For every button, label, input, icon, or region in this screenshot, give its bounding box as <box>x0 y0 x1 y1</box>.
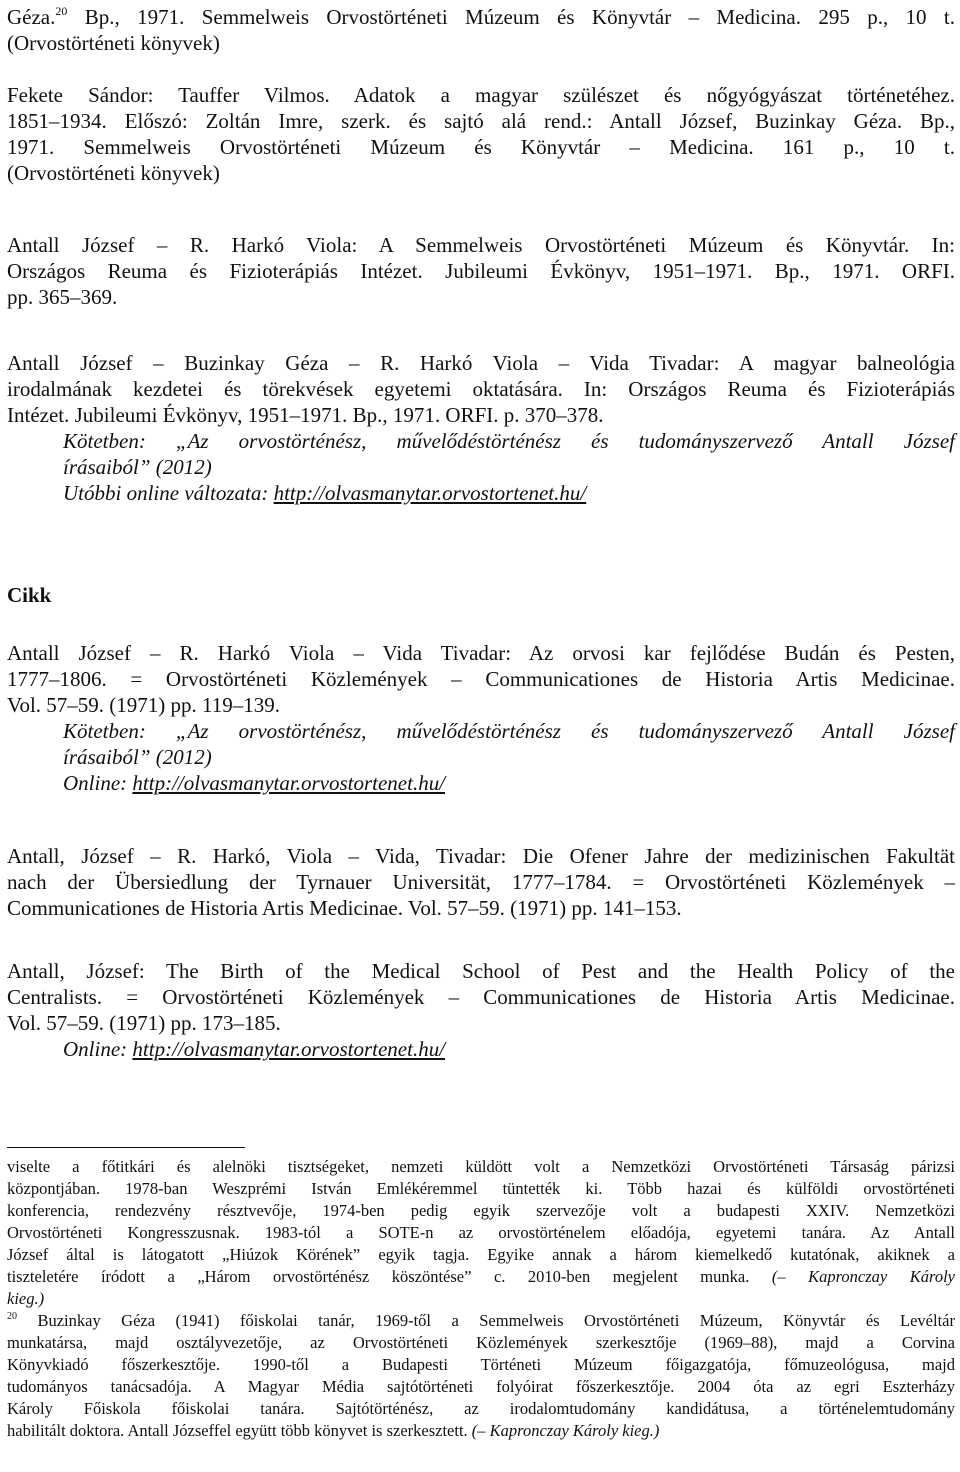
bibliography-entry-semmelweis-muzeum <box>7 232 955 310</box>
entry-line: Antall, József: The Birth of the Medical School of Pest and the Health Policy of the <box>7 959 955 983</box>
footnote-line: tudományos tanácsadója. A Magyar Média sajtótörténeti folyóirat főszerkesztője. 2004 óta az egri Eszterházy <box>7 1377 955 1396</box>
entry-line: Géza.$^{20}$ Bp., 1971. Semmelweis Orvostörténeti Múzeum és Könyvtár – Medicina. 295 p., 10 t. <box>7 4 955 29</box>
article-entry-ofener-jahre <box>7 843 955 921</box>
footnote-line: munkatársa, majd osztályvezetője, az Orvostörténeti Közlemények szerkesztője (1969–88), majd a Corvina <box>7 1333 955 1352</box>
online-line: Utóbbi online változata: http://olvasmanytar.orvostortenet.hu/ <box>63 481 587 505</box>
online-link[interactable]: http://olvasmanytar.orvostortenet.hu/ <box>273 481 587 505</box>
article-entry-medical-school <box>7 958 955 1062</box>
footnote-number: 20 <box>7 1311 17 1322</box>
entry-line: pp. 365–369. <box>7 285 118 309</box>
entry-line: Vol. 57–59. (1971) pp. 173–185. <box>7 1011 281 1035</box>
entry-line: Antall József – R. Harkó Viola – Vida Tivadar: Az orvosi kar fejlődése Budán és Pesten, <box>7 641 955 665</box>
online-link[interactable]: http://olvasmanytar.orvostortenet.hu/ <box>132 771 446 795</box>
entry-line: Vol. 57–59. (1971) pp. 119–139. <box>7 693 280 717</box>
footnote-line: $^{20}$ Buzinkay Géza (1941) főiskolai tanár, 1969-től a Semmelweis Orvostörténeti Múzeum, Könyvtár és Levéltár <box>7 1311 955 1330</box>
entry-line: 1971. Semmelweis Orvostörténeti Múzeum és Könyvtár – Medicina. 161 p., 10 t. <box>7 135 955 159</box>
kotet-note: írásaiból” (2012) <box>63 455 212 479</box>
entry-line: 1777–1806. = Orvostörténeti Közlemények – Communicationes de Historia Artis Medicinae. <box>7 667 955 691</box>
footnote-line: Károly Főiskola főiskolai tanára. Sajtótörténész, az irodalomtudomány kandidátusa, a történelemtudomány <box>7 1399 955 1418</box>
section-heading-cikk: Cikk <box>7 583 52 607</box>
online-line: Online: http://olvasmanytar.orvostortenet.hu/ <box>63 1037 446 1061</box>
kotet-note: Kötetben: „Az orvostörténész, művelődéstörténész és tudományszervező Antall József <box>63 719 955 743</box>
entry-line: nach der Übersiedlung der Tyrnauer Universität, 1777–1784. = Orvostörténeti Közlemények – <box>7 870 955 894</box>
footnote-line: habilitált doktora. Antall Józseffel együtt több könyvet is szerkesztett. (– Kapronczay Károly kieg.) <box>7 1421 660 1440</box>
online-line: Online: http://olvasmanytar.orvostortenet.hu/ <box>63 771 446 795</box>
footnote-20 <box>7 1310 955 1442</box>
bibliography-entry-fekete <box>7 82 955 186</box>
entry-line: Antall József – Buzinkay Géza – R. Harkó Viola – Vida Tivadar: A magyar balneológia <box>7 351 955 375</box>
entry-line: Országos Reuma és Fizioterápiás Intézet. Jubileumi Évkönyv, 1951–1971. Bp., 1971. ORFI. <box>7 259 955 283</box>
footnote-credit: (– Kapronczay Károly kieg.) <box>471 1421 660 1440</box>
entry-line: (Orvostörténeti könyvek) <box>7 161 220 185</box>
entry-line: Intézet. Jubileumi Évkönyv, 1951–1971. Bp., 1971. ORFI. p. 370–378. <box>7 403 604 427</box>
footnote-line: József által is látogatott „Hiúzok Körének” egyik tagja. Egyike annak a három kiemelkedő kutatónak, akiknek a <box>7 1245 955 1264</box>
footnote-separator <box>7 1147 245 1148</box>
footnote-credit: kieg.) <box>7 1289 45 1308</box>
entry-line: 1851–1934. Előszó: Zoltán Imre, szerk. és sajtó alá rend.: Antall József, Buzinkay Géza. Bp., <box>7 109 955 133</box>
entry-line: Fekete Sándor: Tauffer Vilmos. Adatok a magyar szülészet és nőgyógyászat történetéhez. <box>7 83 955 107</box>
online-link[interactable]: http://olvasmanytar.orvostortenet.hu/ <box>132 1037 446 1061</box>
bibliography-entry-top <box>7 4 955 56</box>
entry-line: (Orvostörténeti könyvek) <box>7 31 220 55</box>
footnote-line: tiszteletére íródott a „Három orvostörténész köszöntése” c. 2010-ben megjelent munka. (– Kapronczay Károly <box>7 1267 955 1286</box>
kotet-note: Kötetben: „Az orvostörténész, művelődéstörténész és tudományszervező Antall József <box>63 429 955 453</box>
footnote-line: konferencia, rendezvény résztvevője, 1974-ben pedig egyik szervezője volt a budapesti XXIV. Nemzetközi <box>7 1201 955 1220</box>
kotet-note: írásaiból” (2012) <box>63 745 212 769</box>
bibliography-entry-balneologia <box>7 350 955 506</box>
footnote-line: Orvostörténeti Kongresszusnak. 1983-tól a SOTE-n az orvostörténelem előadója, egyetemi tanára. Az Antall <box>7 1223 955 1242</box>
article-entry-orvosi-kar <box>7 640 955 796</box>
entry-line: irodalmának kezdetei és törekvések egyetemi oktatására. In: Országos Reuma és Fizioterápiás <box>7 377 955 401</box>
entry-line: Communicationes de Historia Artis Medicinae. Vol. 57–59. (1971) pp. 141–153. <box>7 896 682 920</box>
footnote-line: viselte a főtitkári és alelnöki tisztségeket, nemzeti küldött volt a Nemzetközi Orvostörténeti Társaság párizsi <box>7 1157 955 1176</box>
footnote-ref-20[interactable]: 20 <box>55 4 68 18</box>
entry-line: Antall József – R. Harkó Viola: A Semmelweis Orvostörténeti Múzeum és Könyvtár. In: <box>7 233 955 257</box>
entry-line: Antall, József – R. Harkó, Viola – Vida, Tivadar: Die Ofener Jahre der medizinischen Fakultät <box>7 844 955 868</box>
footnote-credit: (– Kapronczay Károly <box>771 1267 955 1286</box>
footnote-line: Könyvkiadó főszerkesztője. 1990-től a Budapesti Történeti Múzeum főigazgatója, főmuzeológusa, majd <box>7 1355 955 1374</box>
footnote-line: központjában. 1978-ban Weszprémi István Emlékéremmel tüntették ki. Több hazai és külföldi orvostörténeti <box>7 1179 955 1198</box>
entry-line: Centralists. = Orvostörténeti Közlemények – Communicationes de Historia Artis Medicinae. <box>7 985 955 1009</box>
footnote-continued <box>7 1156 955 1310</box>
